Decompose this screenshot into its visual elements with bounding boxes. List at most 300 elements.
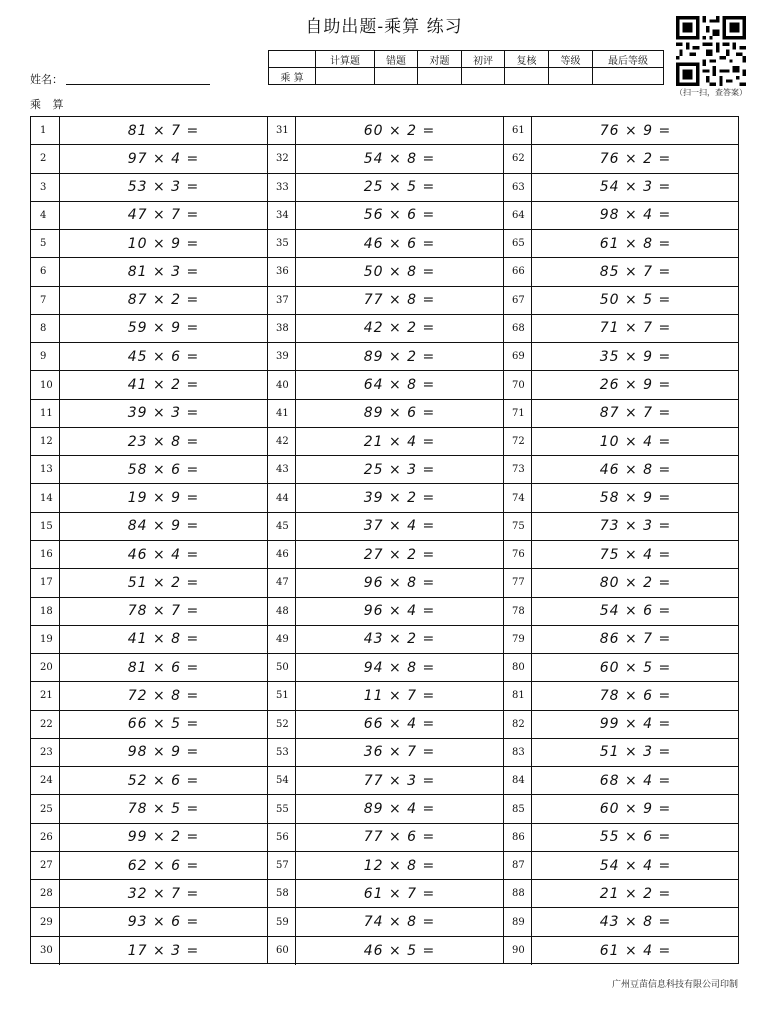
problem-row [503, 287, 739, 315]
problem-number: 34 [267, 202, 296, 229]
problem-expression[interactable]: 75 × 4 = [599, 546, 672, 563]
problem-expression[interactable]: 17 × 3 = [127, 942, 200, 959]
problem-expression[interactable]: 50 × 5 = [599, 292, 672, 309]
problem-number: 16 [31, 541, 60, 568]
problem-number: 17 [31, 569, 60, 596]
problem-expression[interactable]: 60 × 2 = [363, 122, 436, 139]
problem-column [31, 117, 267, 963]
problem-expression[interactable]: 10 × 9 = [127, 235, 200, 252]
problem-row [31, 824, 267, 852]
problem-row [503, 484, 739, 512]
problem-expression[interactable]: 61 × 4 = [599, 942, 672, 959]
problem-expression[interactable]: 25 × 3 = [363, 461, 436, 478]
problem-expression[interactable]: 54 × 4 = [599, 857, 672, 874]
score-entry-cell[interactable] [375, 68, 418, 85]
problem-row [31, 287, 267, 315]
section-label: 乘 算 [30, 98, 68, 111]
problem-number: 23 [31, 739, 60, 766]
problem-row [503, 908, 739, 936]
problem-number: 57 [267, 852, 296, 879]
problem-number: 3 [31, 174, 60, 201]
problem-expression[interactable]: 56 × 6 = [363, 207, 436, 224]
score-header-cell: 计算题 [316, 51, 375, 68]
problem-row [31, 711, 267, 739]
problem-number: 37 [267, 287, 296, 314]
problem-expression[interactable]: 77 × 8 = [363, 292, 436, 309]
problem-number: 56 [267, 824, 296, 851]
problem-column [503, 117, 739, 963]
problem-row [267, 484, 503, 512]
problem-number: 73 [503, 456, 532, 483]
problem-row [31, 767, 267, 795]
problem-number: 47 [267, 569, 296, 596]
problem-expression[interactable]: 12 × 8 = [363, 857, 436, 874]
problem-number: 25 [31, 795, 60, 822]
problem-number: 19 [31, 626, 60, 653]
problem-number: 30 [31, 937, 60, 965]
problem-row [31, 145, 267, 173]
score-corner-cell [269, 51, 316, 68]
score-header-row [269, 51, 664, 68]
problem-expression[interactable]: 81 × 3 = [127, 263, 200, 280]
problem-expression[interactable]: 39 × 2 = [363, 490, 436, 507]
problem-number: 11 [31, 400, 60, 427]
problem-row [503, 795, 739, 823]
problem-expression[interactable]: 85 × 7 = [599, 263, 672, 280]
score-table [268, 50, 664, 85]
problem-expression[interactable]: 53 × 3 = [127, 179, 200, 196]
problem-row [267, 739, 503, 767]
problem-expression[interactable]: 66 × 5 = [127, 716, 200, 733]
problem-row [503, 569, 739, 597]
problem-expression[interactable]: 94 × 8 = [363, 659, 436, 676]
problem-expression[interactable]: 35 × 9 = [599, 348, 672, 365]
problem-row [503, 230, 739, 258]
score-row-label: 乘 算 [269, 68, 316, 85]
problem-row [503, 428, 739, 456]
problem-expression[interactable]: 86 × 7 = [599, 631, 672, 648]
problem-expression[interactable]: 59 × 9 = [127, 320, 200, 337]
problem-number: 79 [503, 626, 532, 653]
problem-number: 1 [31, 117, 60, 144]
problem-expression[interactable]: 21 × 2 = [599, 885, 672, 902]
problem-number: 51 [267, 682, 296, 709]
problem-number: 60 [267, 937, 296, 965]
problem-expression[interactable]: 60 × 5 = [599, 659, 672, 676]
problem-number: 22 [31, 711, 60, 738]
problem-row [267, 371, 503, 399]
problem-expression[interactable]: 32 × 7 = [127, 885, 200, 902]
problem-expression[interactable]: 60 × 9 = [599, 801, 672, 818]
problem-number: 75 [503, 513, 532, 540]
problem-column [267, 117, 503, 963]
problem-row [31, 682, 267, 710]
problem-number: 53 [267, 739, 296, 766]
qr-caption: （扫一扫，查答案） [675, 88, 747, 97]
score-header-cell: 复核 [505, 51, 549, 68]
problem-number: 67 [503, 287, 532, 314]
problem-row [31, 400, 267, 428]
problem-expression[interactable]: 72 × 8 = [127, 687, 200, 704]
problem-row [267, 258, 503, 286]
problem-row [503, 343, 739, 371]
problem-number: 64 [503, 202, 532, 229]
problem-row [267, 117, 503, 145]
problem-number: 89 [503, 908, 532, 935]
problem-row [267, 315, 503, 343]
problem-expression[interactable]: 62 × 6 = [127, 857, 200, 874]
problem-expression[interactable]: 66 × 4 = [363, 716, 436, 733]
problem-row [267, 202, 503, 230]
problem-expression[interactable]: 76 × 2 = [599, 150, 672, 167]
problem-number: 32 [267, 145, 296, 172]
problem-row [503, 513, 739, 541]
problem-row [31, 908, 267, 936]
problem-expression[interactable]: 41 × 2 = [127, 377, 200, 394]
problem-number: 13 [31, 456, 60, 483]
problem-row [503, 598, 739, 626]
problem-row [267, 767, 503, 795]
problem-expression[interactable]: 54 × 8 = [363, 150, 436, 167]
score-entry-cell[interactable] [418, 68, 462, 85]
problem-row [503, 824, 739, 852]
problem-expression[interactable]: 27 × 2 = [363, 546, 436, 563]
problem-expression[interactable]: 61 × 8 = [599, 235, 672, 252]
problem-number: 33 [267, 174, 296, 201]
problem-number: 14 [31, 484, 60, 511]
problem-expression[interactable]: 89 × 2 = [363, 348, 436, 365]
problem-expression[interactable]: 61 × 7 = [363, 885, 436, 902]
problem-row [503, 258, 739, 286]
problem-number: 78 [503, 598, 532, 625]
problem-expression[interactable]: 78 × 5 = [127, 801, 200, 818]
problem-number: 40 [267, 371, 296, 398]
problem-number: 2 [31, 145, 60, 172]
problem-expression[interactable]: 81 × 6 = [127, 659, 200, 676]
problem-expression[interactable]: 68 × 4 = [599, 772, 672, 789]
score-entry-cell[interactable] [593, 68, 664, 85]
problem-number: 52 [267, 711, 296, 738]
problem-number: 65 [503, 230, 532, 257]
problem-row [31, 626, 267, 654]
score-entry-cell[interactable] [316, 68, 375, 85]
problem-number: 50 [267, 654, 296, 681]
problem-expression[interactable]: 78 × 6 = [599, 687, 672, 704]
problem-row [503, 852, 739, 880]
problem-row [503, 117, 739, 145]
problem-number: 85 [503, 795, 532, 822]
problem-grid [30, 116, 739, 964]
problem-number: 6 [31, 258, 60, 285]
problem-expression[interactable]: 42 × 2 = [363, 320, 436, 337]
problem-number: 12 [31, 428, 60, 455]
problem-row [267, 428, 503, 456]
problem-expression[interactable]: 96 × 4 = [363, 603, 436, 620]
problem-expression[interactable]: 46 × 5 = [363, 942, 436, 959]
problem-expression[interactable]: 81 × 7 = [127, 122, 200, 139]
problem-number: 72 [503, 428, 532, 455]
problem-row [267, 513, 503, 541]
problem-row [31, 484, 267, 512]
score-entry-cell[interactable] [549, 68, 593, 85]
problem-number: 68 [503, 315, 532, 342]
problem-row [31, 937, 267, 965]
problem-number: 62 [503, 145, 532, 172]
problem-expression[interactable]: 73 × 3 = [599, 518, 672, 535]
problem-row [31, 428, 267, 456]
problem-expression[interactable]: 54 × 6 = [599, 603, 672, 620]
problem-number: 7 [31, 287, 60, 314]
problem-number: 46 [267, 541, 296, 568]
problem-row [267, 456, 503, 484]
problem-number: 44 [267, 484, 296, 511]
problem-number: 35 [267, 230, 296, 257]
problem-number: 84 [503, 767, 532, 794]
score-header-cell: 初评 [462, 51, 505, 68]
problem-row [31, 541, 267, 569]
problem-row [503, 654, 739, 682]
problem-row [31, 852, 267, 880]
problem-expression[interactable]: 98 × 9 = [127, 744, 200, 761]
score-entry-cell[interactable] [462, 68, 505, 85]
problem-number: 58 [267, 880, 296, 907]
problem-number: 61 [503, 117, 532, 144]
problem-row [31, 117, 267, 145]
problem-row [267, 626, 503, 654]
problem-expression[interactable]: 78 × 7 = [127, 603, 200, 620]
problem-number: 45 [267, 513, 296, 540]
problem-row [503, 315, 739, 343]
problem-number: 20 [31, 654, 60, 681]
problem-number: 71 [503, 400, 532, 427]
problem-expression[interactable]: 41 × 8 = [127, 631, 200, 648]
problem-expression[interactable]: 21 × 4 = [363, 433, 436, 450]
problem-number: 55 [267, 795, 296, 822]
problem-row [31, 315, 267, 343]
score-entry-cell[interactable] [505, 68, 549, 85]
problem-expression[interactable]: 46 × 4 = [127, 546, 200, 563]
problem-expression[interactable]: 55 × 6 = [599, 829, 672, 846]
problem-number: 76 [503, 541, 532, 568]
problem-number: 42 [267, 428, 296, 455]
problem-number: 36 [267, 258, 296, 285]
problem-row [267, 711, 503, 739]
problem-number: 9 [31, 343, 60, 370]
problem-row [503, 682, 739, 710]
problem-number: 41 [267, 400, 296, 427]
problem-row [267, 852, 503, 880]
problem-expression[interactable]: 84 × 9 = [127, 518, 200, 535]
problem-number: 26 [31, 824, 60, 851]
problem-row [31, 795, 267, 823]
problem-row [31, 174, 267, 202]
problem-row [267, 598, 503, 626]
problem-row [267, 174, 503, 202]
problem-row [267, 880, 503, 908]
problem-row [31, 230, 267, 258]
problem-expression[interactable]: 46 × 8 = [599, 461, 672, 478]
problem-number: 43 [267, 456, 296, 483]
problem-expression[interactable]: 26 × 9 = [599, 377, 672, 394]
problem-number: 81 [503, 682, 532, 709]
score-entry-row [269, 68, 664, 85]
problem-expression[interactable]: 39 × 3 = [127, 405, 200, 422]
problem-expression[interactable]: 45 × 6 = [127, 348, 200, 365]
problem-number: 18 [31, 598, 60, 625]
problem-expression[interactable]: 93 × 6 = [127, 914, 200, 931]
problem-expression[interactable]: 74 × 8 = [363, 914, 436, 931]
problem-row [31, 371, 267, 399]
problem-row [267, 569, 503, 597]
problem-number: 63 [503, 174, 532, 201]
problem-number: 31 [267, 117, 296, 144]
problem-row [267, 541, 503, 569]
problem-row [503, 202, 739, 230]
problem-number: 77 [503, 569, 532, 596]
problem-row [31, 654, 267, 682]
problem-expression[interactable]: 64 × 8 = [363, 377, 436, 394]
problem-number: 54 [267, 767, 296, 794]
problem-expression[interactable]: 89 × 6 = [363, 405, 436, 422]
problem-expression[interactable]: 46 × 6 = [363, 235, 436, 252]
problem-number: 24 [31, 767, 60, 794]
problem-number: 27 [31, 852, 60, 879]
score-header-cell: 对题 [418, 51, 462, 68]
problem-row [267, 287, 503, 315]
problem-number: 4 [31, 202, 60, 229]
name-label: 姓名： [30, 73, 63, 86]
problem-expression[interactable]: 71 × 7 = [599, 320, 672, 337]
problem-row [31, 456, 267, 484]
qr-code-icon [673, 16, 749, 86]
problem-number: 82 [503, 711, 532, 738]
score-header-cell: 等级 [549, 51, 593, 68]
problem-number: 86 [503, 824, 532, 851]
problem-expression[interactable]: 19 × 9 = [127, 490, 200, 507]
problem-expression[interactable]: 10 × 4 = [599, 433, 672, 450]
problem-row [267, 230, 503, 258]
problem-expression[interactable]: 11 × 7 = [363, 687, 436, 704]
problem-number: 59 [267, 908, 296, 935]
problem-number: 49 [267, 626, 296, 653]
problem-number: 88 [503, 880, 532, 907]
problem-row [503, 145, 739, 173]
problem-expression[interactable]: 97 × 4 = [127, 150, 200, 167]
problem-expression[interactable]: 50 × 8 = [363, 263, 436, 280]
problem-number: 80 [503, 654, 532, 681]
problem-number: 21 [31, 682, 60, 709]
problem-row [503, 541, 739, 569]
problem-expression[interactable]: 47 × 7 = [127, 207, 200, 224]
problem-number: 87 [503, 852, 532, 879]
problem-row [31, 513, 267, 541]
problem-row [267, 654, 503, 682]
problem-row [31, 202, 267, 230]
problem-row [267, 824, 503, 852]
problem-expression[interactable]: 99 × 4 = [599, 716, 672, 733]
problem-expression[interactable]: 37 × 4 = [363, 518, 436, 535]
problem-row [503, 371, 739, 399]
problem-row [503, 767, 739, 795]
problem-row [31, 569, 267, 597]
problem-row [31, 739, 267, 767]
problem-row [31, 343, 267, 371]
problem-number: 69 [503, 343, 532, 370]
problem-expression[interactable]: 43 × 8 = [599, 914, 672, 931]
printer-credit: 广州豆苗信息科技有限公司印制 [611, 980, 738, 990]
problem-row [267, 343, 503, 371]
score-header-cell: 错题 [375, 51, 418, 68]
problem-number: 66 [503, 258, 532, 285]
problem-expression[interactable]: 89 × 4 = [363, 801, 436, 818]
problem-row [503, 711, 739, 739]
problem-row [503, 400, 739, 428]
problem-expression[interactable]: 23 × 8 = [127, 433, 200, 450]
problem-expression[interactable]: 36 × 7 = [363, 744, 436, 761]
problem-number: 74 [503, 484, 532, 511]
problem-row [503, 937, 739, 965]
problem-row [31, 258, 267, 286]
problem-row [503, 739, 739, 767]
problem-row [503, 880, 739, 908]
problem-expression[interactable]: 87 × 2 = [127, 292, 200, 309]
problem-number: 8 [31, 315, 60, 342]
problem-expression[interactable]: 77 × 3 = [363, 772, 436, 789]
problem-row [31, 598, 267, 626]
problem-expression[interactable]: 96 × 8 = [363, 574, 436, 591]
problem-number: 90 [503, 937, 532, 965]
problem-number: 28 [31, 880, 60, 907]
problem-number: 70 [503, 371, 532, 398]
problem-number: 5 [31, 230, 60, 257]
problem-row [267, 682, 503, 710]
problem-expression[interactable]: 80 × 2 = [599, 574, 672, 591]
problem-row [267, 937, 503, 965]
name-input-line[interactable] [66, 84, 210, 85]
problem-expression[interactable]: 51 × 2 = [127, 574, 200, 591]
problem-expression[interactable]: 58 × 6 = [127, 461, 200, 478]
problem-row [503, 174, 739, 202]
problem-number: 38 [267, 315, 296, 342]
problem-number: 29 [31, 908, 60, 935]
problem-number: 83 [503, 739, 532, 766]
problem-expression[interactable]: 76 × 9 = [599, 122, 672, 139]
problem-expression[interactable]: 98 × 4 = [599, 207, 672, 224]
problem-row [503, 456, 739, 484]
problem-expression[interactable]: 43 × 2 = [363, 631, 436, 648]
problem-expression[interactable]: 25 × 5 = [363, 179, 436, 196]
problem-expression[interactable]: 52 × 6 = [127, 772, 200, 789]
problem-expression[interactable]: 77 × 6 = [363, 829, 436, 846]
problem-number: 48 [267, 598, 296, 625]
problem-row [267, 908, 503, 936]
problem-expression[interactable]: 99 × 2 = [127, 829, 200, 846]
problem-number: 39 [267, 343, 296, 370]
problem-row [267, 145, 503, 173]
score-header-cell: 最后等级 [593, 51, 664, 68]
problem-row [31, 880, 267, 908]
problem-row [267, 400, 503, 428]
problem-expression[interactable]: 58 × 9 = [599, 490, 672, 507]
problem-number: 10 [31, 371, 60, 398]
problem-number: 15 [31, 513, 60, 540]
problem-expression[interactable]: 54 × 3 = [599, 179, 672, 196]
problem-row [503, 626, 739, 654]
problem-expression[interactable]: 87 × 7 = [599, 405, 672, 422]
problem-expression[interactable]: 51 × 3 = [599, 744, 672, 761]
problem-row [267, 795, 503, 823]
page-title: 自助出题-乘算 练习 [305, 17, 463, 37]
